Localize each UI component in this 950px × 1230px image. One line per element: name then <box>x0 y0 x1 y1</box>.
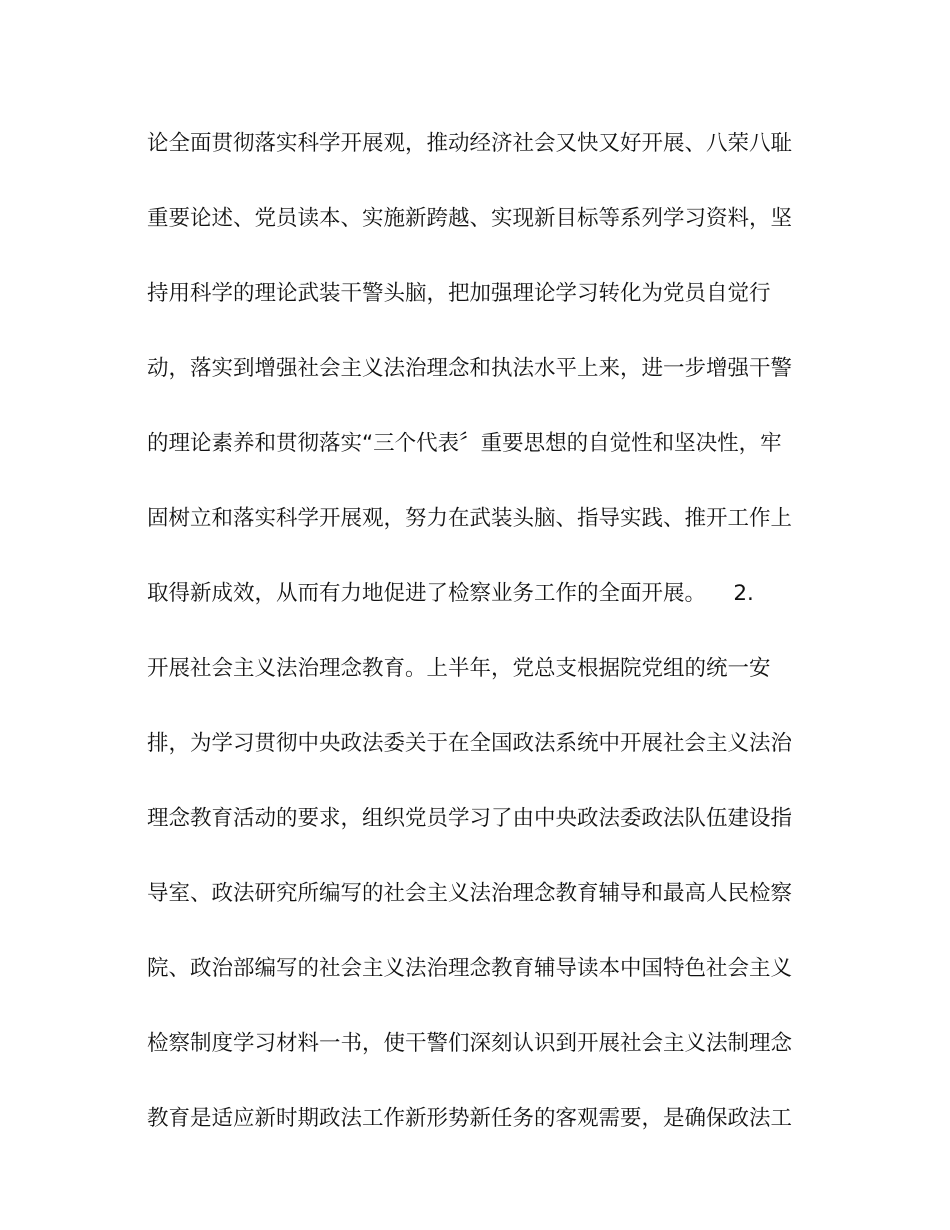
text-line: 理念教育活动的要求，组织党员学习了由中央政法委政法队伍建设指 <box>147 806 793 831</box>
text-line: 院、政治部编写的社会主义法治理念教育辅导读本中国特色社会主义 <box>147 956 793 981</box>
text-line: 固树立和落实科学开展观，努力在武装头脑、指导实践、推开工作上 <box>147 506 793 531</box>
text-line: 重要论述、党员读本、实施新跨越、实现新目标等系列学习资料，坚 <box>147 206 793 231</box>
text-line: 的理论素养和贯彻落实“三个代表〞重要思想的自觉性和坚决性，牢 <box>147 431 782 456</box>
text-line: 论全面贯彻落实科学开展观，推动经济社会又快又好开展、八荣八耻 <box>147 131 793 156</box>
text-line: 排，为学习贯彻中央政法委关于在全国政法系统中开展社会主义法治 <box>147 731 793 756</box>
document-body <box>147 106 827 1156</box>
text-line: 取得新成效，从而有力地促进了检察业务工作的全面开展。 2. <box>147 581 754 606</box>
text-line: 教育是适应新时期政法工作新形势新任务的客观需要，是确保政法工 <box>147 1106 793 1131</box>
text-line: 持用科学的理论武装干警头脑，把加强理论学习转化为党员自觉行 <box>147 281 771 306</box>
text-line: 开展社会主义法治理念教育。上半年，党总支根据院党组的统一安 <box>147 656 771 681</box>
text-line: 导室、政法研究所编写的社会主义法治理念教育辅导和最高人民检察 <box>147 881 793 906</box>
text-line: 检察制度学习材料一书，使干警们深刻认识到开展社会主义法制理念 <box>147 1031 793 1056</box>
text-line: 动，落实到增强社会主义法治理念和执法水平上来，进一步增强干警 <box>147 356 793 381</box>
